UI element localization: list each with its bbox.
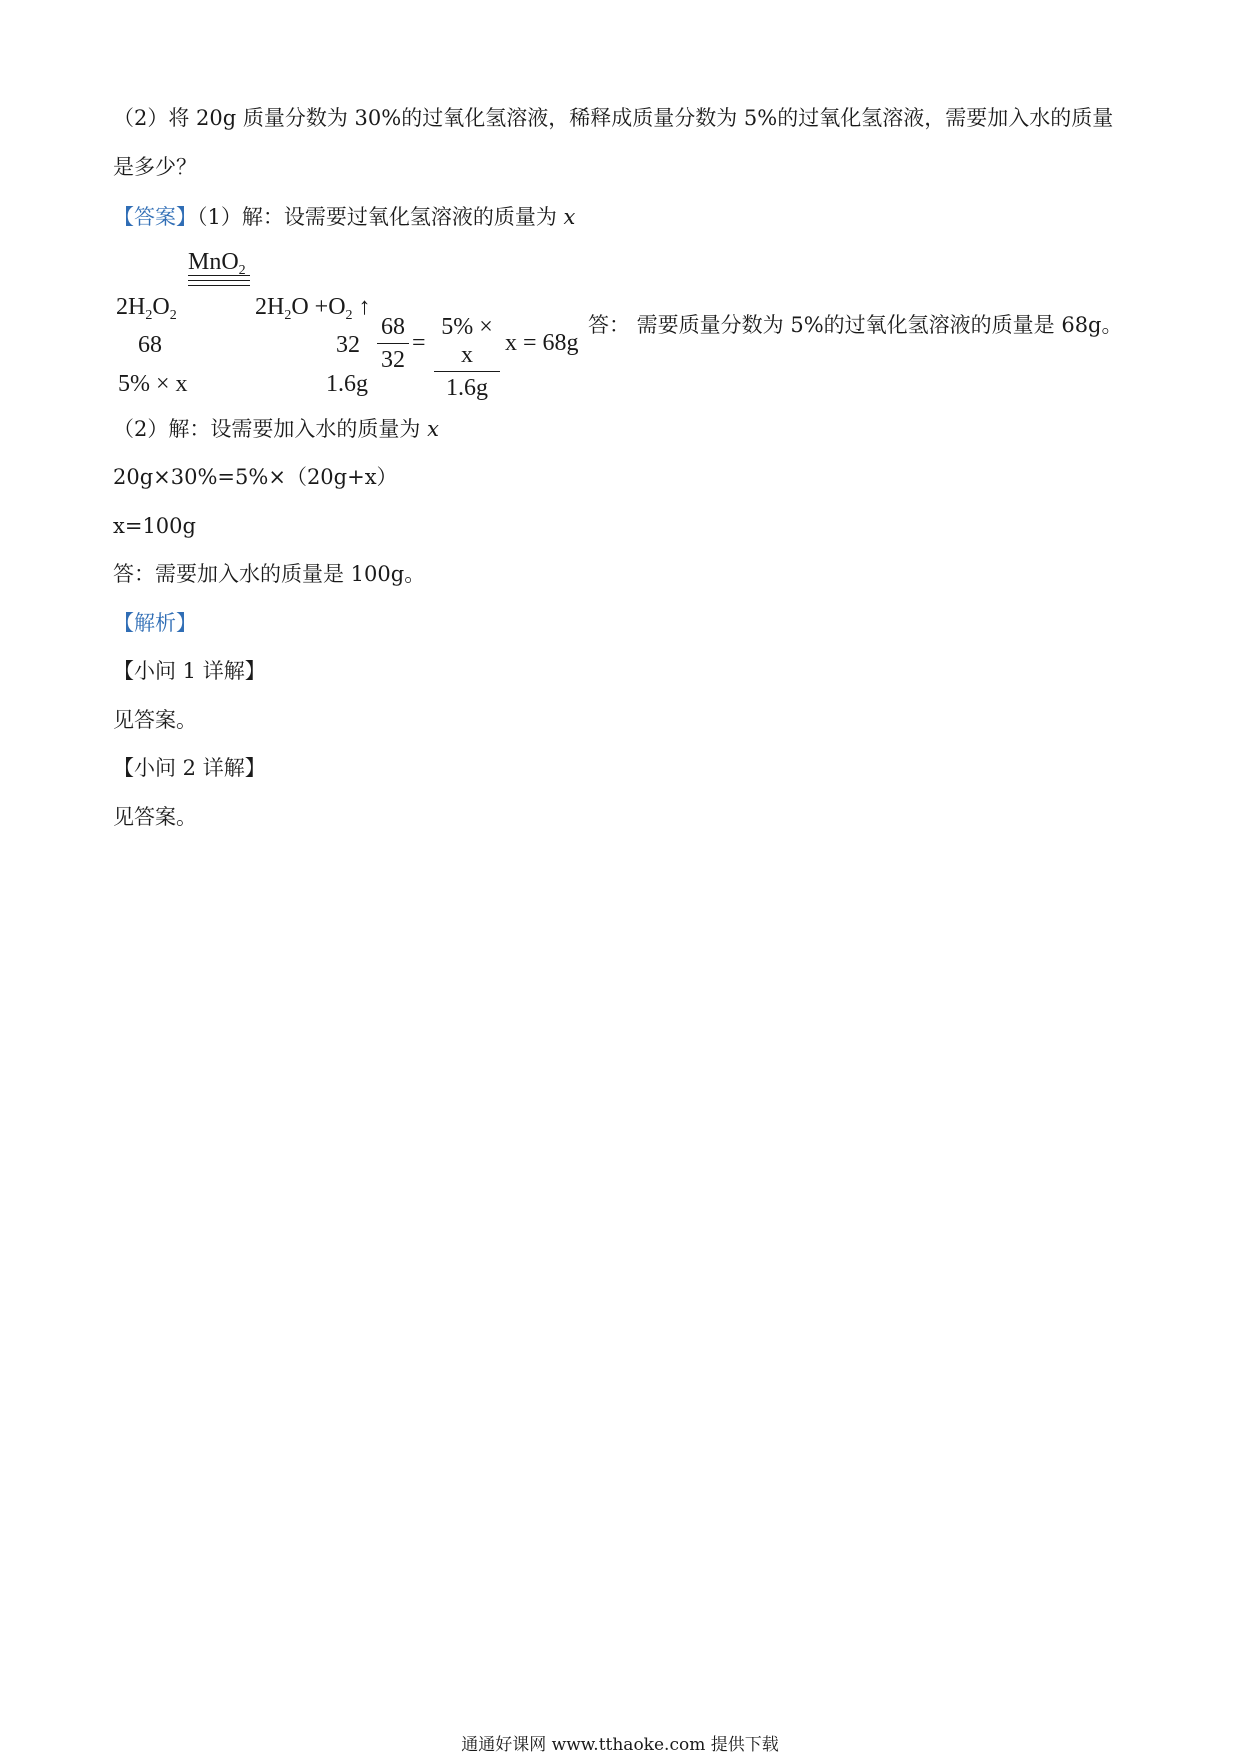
fraction-left: 68 32 bbox=[377, 313, 409, 374]
variable-x: x bbox=[563, 205, 576, 229]
answer-1-intro-text: （1）解：设需要过氧化氢溶液的质量为 bbox=[197, 205, 557, 229]
question-2-line-2: 是多少？ bbox=[113, 155, 197, 179]
reactant-given-mass: 5% × x bbox=[118, 371, 188, 397]
answer-1-conclusion: 答： 需要质量分数为 5%的过氧化氢溶液的质量是 68g。 bbox=[588, 313, 1123, 337]
answer-2-result: x=100g bbox=[113, 514, 196, 538]
catalyst-label: MnO$_2$ bbox=[188, 249, 246, 278]
reactant-relative-mass: 68 bbox=[138, 332, 162, 358]
proportion-equals: = bbox=[412, 330, 426, 356]
fraction-right: 5% × x 1.6g bbox=[434, 313, 500, 402]
reaction-bar-line-1 bbox=[188, 275, 250, 276]
question-2-line-1: （2）将 20g 质量分数为 30%的过氧化氢溶液，稀释成质量分数为 5%的过氧化氢溶液，需要加入水的质量 bbox=[113, 106, 1114, 130]
sub-question-2-body: 见答案。 bbox=[113, 805, 197, 829]
product-formula: $2H_2O +O_2$ ↑ bbox=[255, 294, 371, 323]
answer-1-intro bbox=[113, 203, 575, 231]
reactant-formula: $2H_2O_2$ bbox=[116, 294, 177, 323]
answer-tag: 【答案】 bbox=[113, 205, 197, 229]
footer-source: 通通好课网 www.tthaoke.com 提供下载 bbox=[461, 1735, 779, 1755]
proportion-result: x = 68g bbox=[505, 330, 579, 356]
answer-2-conclusion: 答：需要加入水的质量是 100g。 bbox=[113, 562, 426, 586]
product-given-mass: 1.6g bbox=[326, 371, 368, 397]
product-relative-mass: 32 bbox=[336, 332, 360, 358]
sub-question-1-body: 见答案。 bbox=[113, 708, 197, 732]
sub-question-1-title: 【小问 1 详解】 bbox=[113, 659, 266, 683]
analysis-tag: 【解析】 bbox=[113, 611, 197, 635]
reaction-bar-line-2 bbox=[188, 280, 250, 281]
reaction-bar-line-3 bbox=[188, 285, 250, 286]
answer-2-equation: 20g×30%=5%×（20g+x） bbox=[113, 465, 398, 489]
sub-question-2-title: 【小问 2 详解】 bbox=[113, 756, 266, 780]
answer-2-intro: （2）解：设需要加入水的质量为 x bbox=[113, 417, 439, 441]
